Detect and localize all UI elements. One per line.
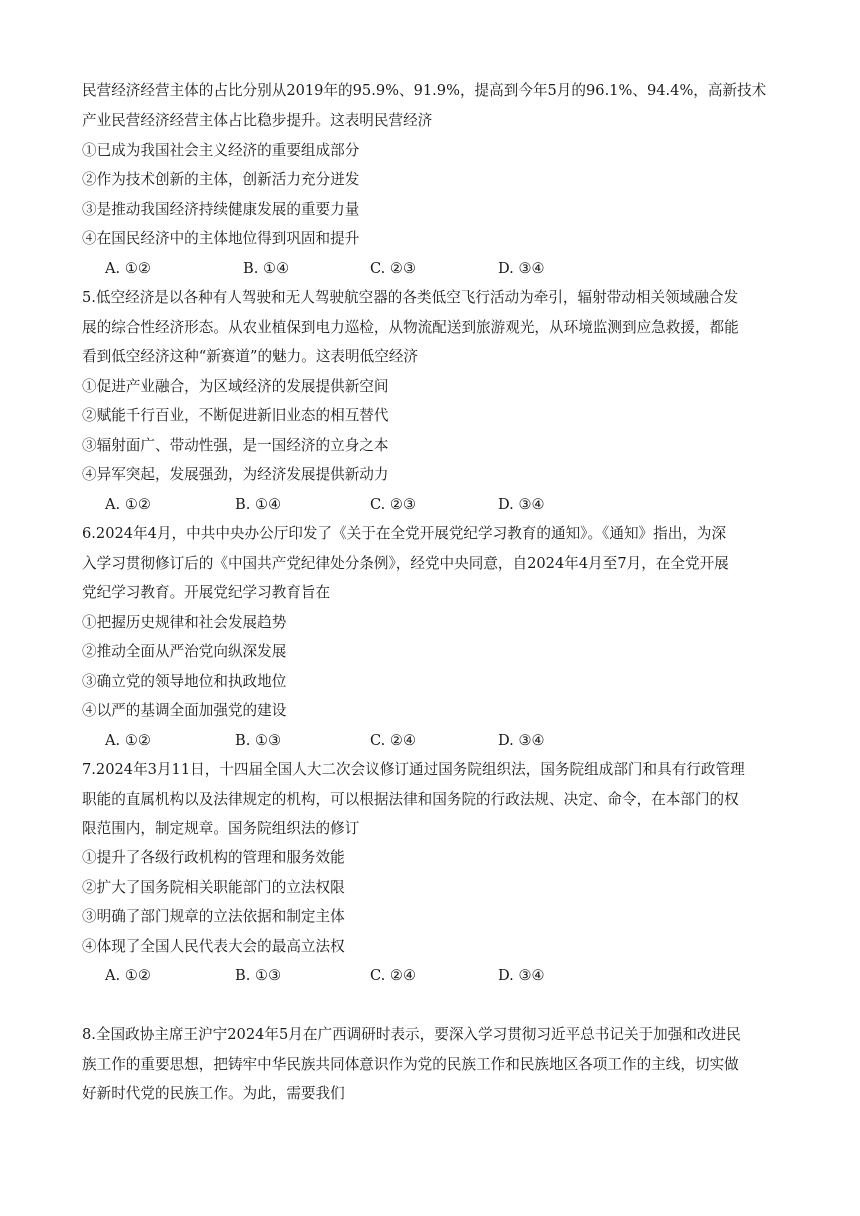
- q4-options: [0, 259, 860, 279]
- option-c: C. ②③: [370, 496, 417, 513]
- option-d: D. ③④: [498, 967, 545, 984]
- q5-stem-line: 看到低空经济这种“新赛道”的魅力。这表明低空经济: [82, 348, 418, 365]
- q7-item-2: ②扩大了国务院相关职能部门的立法权限: [82, 879, 345, 896]
- option-b: B. ①④: [243, 260, 290, 277]
- q6-stem-line: 党纪学习教育。开展党纪学习教育旨在: [82, 584, 331, 601]
- q5-item-1: ①促进产业融合，为区域经济的发展提供新空间: [82, 378, 389, 395]
- option-a: A. ①②: [105, 967, 151, 984]
- q5-item-3: ③辐射面广、带动性强，是一国经济的立身之本: [82, 437, 389, 454]
- q4-item-4: ④在国民经济中的主体地位得到巩固和提升: [82, 230, 360, 247]
- q4-stem-line: 产业民营经济经营主体占比稳步提升。这表明民营经济: [82, 112, 433, 129]
- q6-stem-line: 入学习贯彻修订后的《中国共产党纪律处分条例》，经党中央同意，自2024年4月至7月，在全党开展: [82, 555, 729, 572]
- q4-stem-line: 民营经济经营主体的占比分别从2019年的95.9%、91.9%，提高到今年5月的96.1%、94.4%，高新技术: [82, 82, 767, 99]
- q4-item-1: ①已成为我国社会主义经济的重要组成部分: [82, 142, 360, 159]
- q7-stem-line: 限范围内，制定规章。国务院组织法的修订: [82, 820, 360, 837]
- option-c: C. ②④: [370, 967, 417, 984]
- q6-stem-line: 6.2024年4月，中共中央办公厅印发了《关于在全党开展党纪学习教育的通知》。《通知》指出，为深: [82, 525, 727, 542]
- option-d: D. ③④: [498, 732, 545, 749]
- q8-stem-line: 好新时代党的民族工作。为此，需要我们: [82, 1085, 345, 1102]
- q6-item-4: ④以严的基调全面加强党的建设: [82, 702, 287, 719]
- q6-item-3: ③确立党的领导地位和执政地位: [82, 673, 287, 690]
- option-b: B. ①④: [235, 496, 282, 513]
- q7-item-1: ①提升了各级行政机构的管理和服务效能: [82, 849, 345, 866]
- option-c: C. ②③: [370, 260, 417, 277]
- q7-options: [0, 966, 860, 986]
- q5-item-2: ②赋能千行百业，不断促进新旧业态的相互替代: [82, 407, 389, 424]
- q5-stem-line: 5.低空经济是以各种有人驾驶和无人驾驶航空器的各类低空飞行活动为牵引，辐射带动相关领域融合发: [82, 289, 739, 306]
- option-a: A. ①②: [105, 260, 151, 277]
- option-a: A. ①②: [105, 496, 151, 513]
- q7-item-3: ③明确了部门规章的立法依据和制定主体: [82, 908, 345, 925]
- q4-item-2: ②作为技术创新的主体，创新活力充分迸发: [82, 171, 360, 188]
- q4-item-3: ③是推动我国经济持续健康发展的重要力量: [82, 201, 360, 218]
- q6-item-2: ②推动全面从严治党向纵深发展: [82, 643, 287, 660]
- option-a: A. ①②: [105, 732, 151, 749]
- option-c: C. ②④: [370, 732, 417, 749]
- q7-item-4: ④体现了全国人民代表大会的最高立法权: [82, 938, 345, 955]
- q5-stem-line: 展的综合性经济形态。从农业植保到电力巡检，从物流配送到旅游观光，从环境监测到应急救援，都能: [82, 319, 739, 336]
- option-d: D. ③④: [498, 496, 545, 513]
- option-d: D. ③④: [498, 260, 545, 277]
- q6-item-1: ①把握历史规律和社会发展趋势: [82, 614, 287, 631]
- option-b: B. ①③: [235, 967, 282, 984]
- q5-item-4: ④异军突起，发展强劲，为经济发展提供新动力: [82, 466, 389, 483]
- q7-stem-line: 职能的直属机构以及法律规定的机构，可以根据法律和国务院的行政法规、决定、命令，在本部门的权: [82, 791, 739, 808]
- q5-options: [0, 495, 860, 515]
- q8-stem-line: 8.全国政协主席王沪宁2024年5月在广西调研时表示，要深入学习贯彻习近平总书记关于加强和改进民: [82, 1026, 741, 1043]
- q8-stem-line: 族工作的重要思想，把铸牢中华民族共同体意识作为党的民族工作和民族地区各项工作的主线，切实做: [82, 1056, 739, 1073]
- option-b: B. ①③: [235, 732, 282, 749]
- q7-stem-line: 7.2024年3月11日，十四届全国人大二次会议修订通过国务院组织法，国务院组成部门和具有行政管理: [82, 761, 745, 778]
- q6-options: [0, 731, 860, 751]
